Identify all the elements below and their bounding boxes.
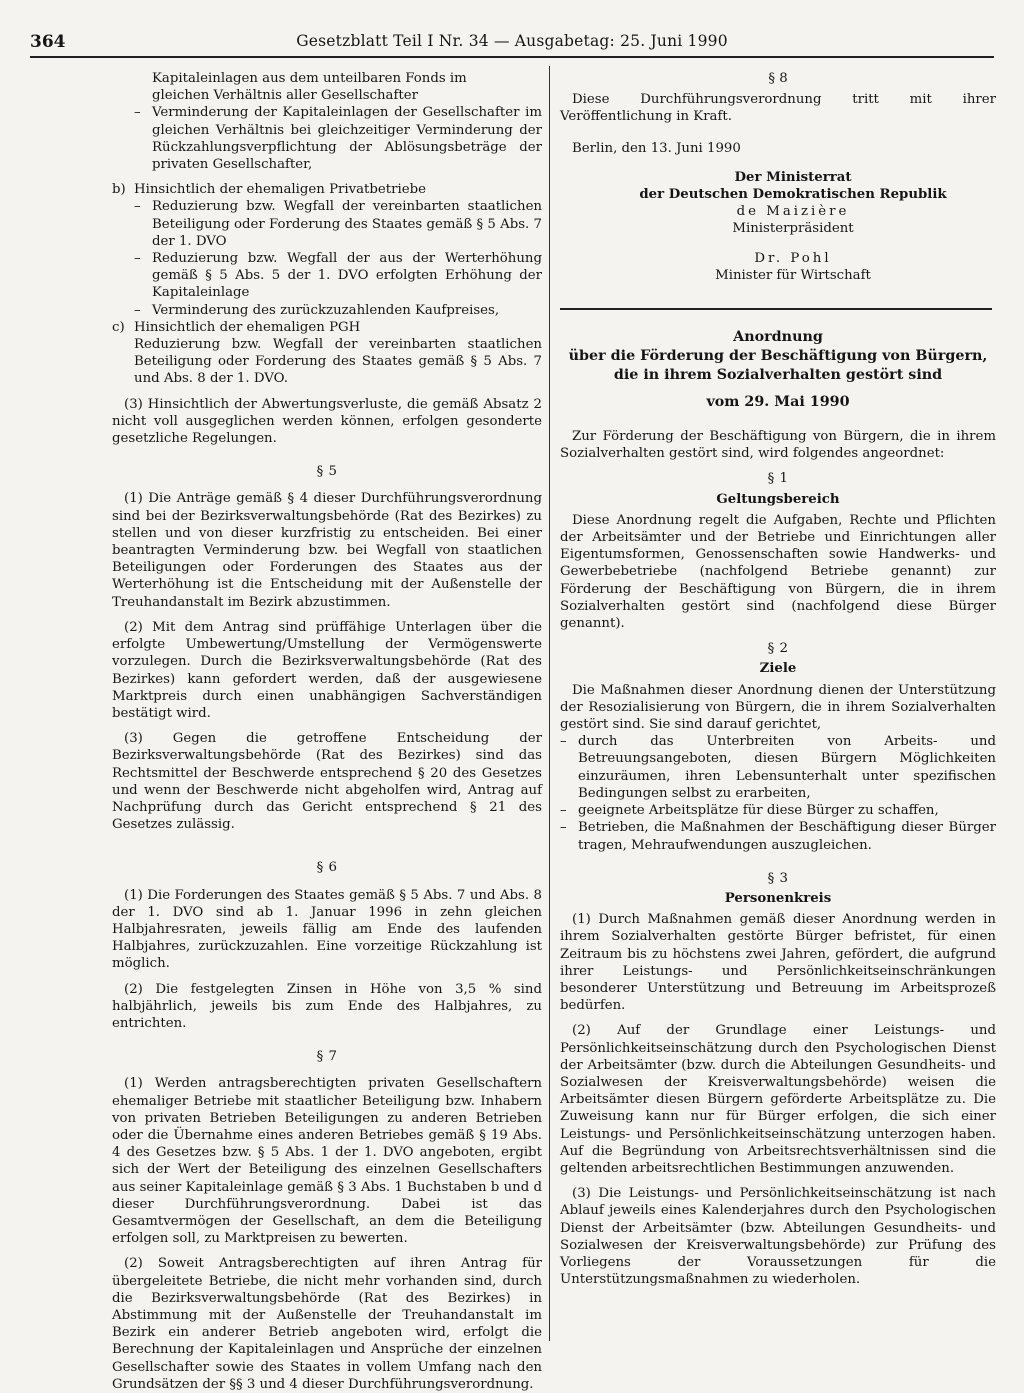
continuation-line: Kapitaleinlagen aus dem unteilbaren Fonds im [152,71,467,86]
section-7-para-1: (1) Werden antragsberechtigten privaten Gesellschaftern ehemaliger Betriebe mit staatlicher Beteiligung bzw. Inhabern von privaten Betrieben Beteiligungen zu anderen Betrieben oder die Übernahme eines anderen Betriebes gemäß § 19 Abs. 4 des Gesetzes bzw. § 5 Abs. 1 der 1. DVO angeboten, ergibt sich der Wert der Beteiligung des einzelnen Gesellschafters aus seiner Kapitaleinlage gemäß § 3 Abs. 1 Buchstaben b und d dieser Durchführungsverordnung. Dabei ist das Gesamtvermögen der Gesellschaft, an dem die Beteiligung erfolgen soll, zu Marktpreisen zu bewerten. [112,1076,542,1247]
column-divider [549,66,550,1341]
section-3-para-1: (1) Durch Maßnahmen gemäß dieser Anordnung werden in ihrem Sozialverhalten gestörte Bürger befristet, für einen Zeitraum bis zu höchstens zwei Jahren, gefördert, die aufgrund ihrer Leistungs- und Persönlichkeitseinschränkungen besonderer Unterstützung und Betreuung im Arbeitsprozeß bedürfen. [560,912,996,1014]
section-2-text: Die Maßnahmen dieser Anordnung dienen der Unterstützung der Resozialisierung von Bürgern, die in ihrem Sozialverhalten gestört sind. Sie sind darauf gerichtet, [560,682,996,733]
list-item-c [112,319,542,388]
b-dash-item-3: – Verminderung des zurückzuzahlenden Kaufpreises, [134,302,542,319]
list-item-b [112,181,542,198]
section-2-heading: § 2 [767,641,789,657]
b-dash-item-1: – Reduzierung bzw. Wegfall der vereinbarten staatlichen Beteiligung oder Forderung des Staates gemäß § 5 Abs. 7 der 1. DVO [134,198,542,250]
list-item-c-text: Reduzierung bzw. Wegfall der vereinbarten staatlichen Beteiligung oder Forderung des Staates gemäß § 5 Abs. 7 und Abs. 8 der 1. DVO. [134,337,542,387]
section-6-para-1: (1) Die Forderungen des Staates gemäß § 5 Abs. 7 und Abs. 8 der 1. DVO sind ab 1. Januar 1996 in zehn gleichen Halbjahresraten, jeweils fällig am Ende des laufenden Halbjahres, zurückzuzahlen. Eine vorzeitige Rückzahlung ist möglich. [112,887,542,972]
list-item-b-title: Hinsichtlich der ehemaligen Privatbetriebe [134,182,426,198]
section-1-heading: § 1 [767,471,789,487]
section-2-title: Ziele [759,661,797,677]
signature-name-2: Dr. Pohl [754,250,832,266]
section-3-para-3: (3) Die Leistungs- und Persönlichkeitseinschätzung ist nach Ablauf jeweils eines Kalenderjahres durch den Psychologischen Dienst der Arbeitsämter (bzw. Abteilungen Gesundheits- und Sozialwesen der Kreisverwaltungsbehörde) zur Prüfung des Vorliegens der Voraussetzungen für die Unterstützungsmaßnahmen zu wiederholen. [560,1186,996,1288]
list-label-b: b) [112,182,126,198]
list-label-c: c) [112,319,125,335]
section-2-dash-3: – Betrieben, die Maßnahmen der Beschäftigung dieser Bürger tragen, Mehraufwendungen auszugleichen. [560,819,996,853]
b-dash-item-2: – Reduzierung bzw. Wegfall der aus der Werterhöhung gemäß § 5 Abs. 5 der 1. DVO erfolgten Erhöhung der Kapitaleinlage [134,250,542,302]
preamble: Zur Förderung der Beschäftigung von Bürgern, die in ihrem Sozialverhalten gestört sind, wird folgendes angeordnet: [560,429,996,462]
section-1-title: Geltungsbereich [716,491,840,507]
section-3-para-2: (2) Auf der Grundlage einer Leistungs- und Persönlichkeitseinschätzung durch den Psychologischen Dienst der Arbeitsämter (bzw. durch die Abteilungen Gesundheits- und Sozialwesen der Kreisverwaltungsbehörde) weisen die Arbeitsämter diesen Bürgern geförderte Arbeitsplätze zu. Die Zuweisung kann nur für Bürger erfolgen, die sich einer Leistungs- und Persönlichkeitseinschätzung unterzogen haben. Auf die Begründung von Arbeitsrechtsverhältnissen sind die geltenden arbeitsrechtlichen Bestimmungen anzuwenden. [560,1023,996,1176]
signature-org-1: Der Ministerrat [734,169,852,185]
section-3-title: Personenkreis [724,890,832,906]
continuation-line-2: gleichen Verhältnis aller Gesellschafter [152,88,418,104]
ordinance-date: vom 29. Mai 1990 [706,394,850,411]
section-5-para-3: (3) Gegen die getroffene Entscheidung der Bezirksverwaltungsbehörde (Rat des Bezirkes) sind das Rechtsmittel der Beschwerde entsprechend § 20 des Gesetzes und wenn der Beschwerde nicht abgeholfen wird, Antrag auf Nachprüfung durch das Gericht entsprechend § 21 des Gesetzes zulässig. [112,731,542,833]
section-7-para-2: (2) Soweit Antragsberechtigten auf ihren Antrag für übergeleitete Betriebe, die nicht mehr vorhanden sind, durch die Bezirksverwaltungsbehörde (Rat des Bezirkes) in Abstimmung mit der Außenstelle der Treuhandanstalt im Bezirk ein anderer Betrieb angeboten wird, erfolgt die Berechnung der Kapitaleinlagen und Ansprüche der einzelnen Gesellschafter sowie des Staates in vollem Umfang nach den Grundsätzen der §§ 3 und 4 dieser Durchführungsverordnung. [112,1256,542,1392]
section-8-text: Diese Durchführungsverordnung tritt mit ihrer Veröffentlichung in Kraft. [560,92,996,125]
section-2-dash-1: – durch das Unterbreiten von Arbeits- und Betreuungsangeboten, diesen Bürgern Möglichkeiten einzuräumen, ihren Lebensunterhalt unter spezifischen Bedingungen selbst zu erarbeiten, [560,733,996,802]
ordinance-title-1: Anordnung [733,329,823,346]
section-8-heading: § 8 [768,71,788,86]
signature-block [590,169,996,284]
page-number: 364 [30,32,66,52]
continuation-dash-item: – Verminderung der Kapitaleinlagen der Gesellschafter im gleichen Verhältnis bei gleichzeitiger Verminderung der Rückzahlungsverpflichtung der Ablösungsbeträge der privaten Gesellschafter, [134,104,542,173]
signature-role-1: Ministerpräsident [732,221,854,237]
paragraph-3: (3) Hinsichtlich der Abwertungsverluste, die gemäß Absatz 2 nicht voll ausgeglichen werden können, erfolgen gesonderte gesetzliche Regelungen. [112,396,542,447]
header-title: Gesetzblatt Teil I Nr. 34 — Ausgabetag: 25. Juni 1990 [296,32,728,50]
section-6-heading: § 6 [316,860,338,876]
section-separator [560,308,992,310]
section-1-text: Diese Anordnung regelt die Aufgaben, Rechte und Pflichten der Arbeitsämter und der Betriebe und Einrichtungen aller Eigentumsformen, Genossenschaften sowie Handwerks- und Gewerbebetriebe (nachfolgend Betriebe genannt) zur Förderung der Beschäftigung von Bürgern, die in ihrem Sozialverhalten gestört sind (nachfolgend diese Bürger genannt). [560,512,996,632]
place-date: Berlin, den 13. Juni 1990 [572,140,741,156]
section-5-para-1: (1) Die Anträge gemäß § 4 dieser Durchführungsverordnung sind bei der Bezirksverwaltungsbehörde (Rat des Bezirkes) zu stellen und von dieser kurzfristig zu entscheiden. Bei einer beantragten Verminderung bzw. bei Wegfall von staatlichen Beteiligungen oder Forderungen des Staates aus der Werterhöhung ist die Entscheidung mit der Außenstelle der Treuhandanstalt im Bezirk abzustimmen. [112,491,542,610]
right-column [560,70,996,1288]
section-5-para-2: (2) Mit dem Antrag sind prüffähige Unterlagen über die erfolgte Umbewertung/Umstellung der Vermögenswerte vorzulegen. Durch die Bezirksverwaltungsbehörde (Rat des Bezirkes) kann gefordert werden, daß der ausgewiesene Marktpreis durch einen unabhängigen Sachverständigen bestätigt wird. [112,619,542,721]
section-3-heading: § 3 [767,870,789,886]
section-2-dash-2: – geeignete Arbeitsplätze für diese Bürger zu schaffen, [560,802,996,819]
ordinance-title-3: die in ihrem Sozialverhalten gestört sind [613,367,943,384]
ordinance-title-2: über die Förderung der Beschäftigung von Bürgern, [568,348,988,365]
signature-org-2: der Deutschen Demokratischen Republik [639,187,947,203]
section-6-para-2: (2) Die festgelegten Zinsen in Höhe von 3,5 % sind halbjährlich, jeweils bis zum Ende des Halbjahres, zu entrichten. [112,981,542,1031]
signature-name-1: de Maizière [736,204,850,220]
left-column [112,70,542,1393]
section-5-heading: § 5 [316,464,338,480]
page-header [30,26,994,58]
list-item-c-title: Hinsichtlich der ehemaligen PGH [134,319,361,335]
signature-role-2: Minister für Wirtschaft [715,267,871,283]
section-7-heading: § 7 [316,1049,338,1065]
